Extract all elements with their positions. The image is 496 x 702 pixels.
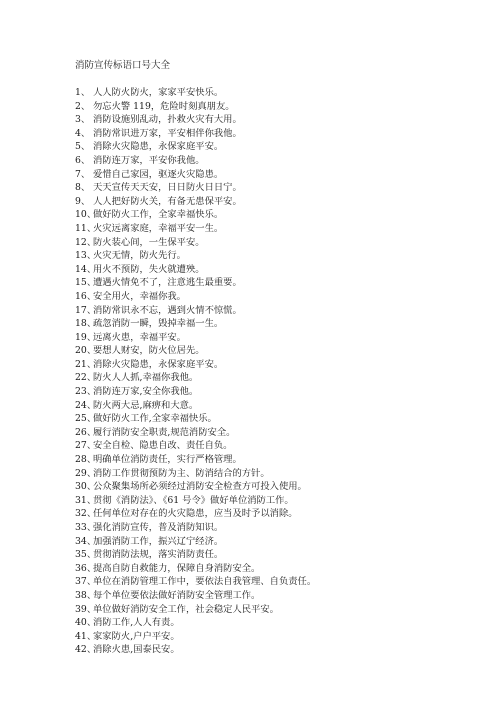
slogan-text: 爱惜自己家园，驱逐火灾隐患。 <box>93 168 224 180</box>
slogan-item <box>75 317 316 331</box>
slogan-number: 11、 <box>75 222 97 234</box>
slogan-number: 1、 <box>75 87 91 98</box>
slogan-number: 10、 <box>75 209 97 221</box>
slogan-number: 15、 <box>75 277 97 289</box>
slogan-item <box>75 616 316 630</box>
slogan-item <box>75 467 316 481</box>
slogan-item <box>75 100 316 114</box>
slogan-text: 用火不预防，失火就遭殃。 <box>93 263 205 275</box>
slogan-item <box>75 113 316 127</box>
slogan-text: 遭遇火情免不了，注意逃生最重要。 <box>93 277 242 289</box>
slogan-number: 16、 <box>75 290 97 302</box>
slogan-item <box>75 181 316 195</box>
slogan-number: 24、 <box>75 399 97 411</box>
slogan-item <box>75 630 316 644</box>
slogan-text: 人人防火防火，家家平安快乐。 <box>93 87 224 98</box>
slogan-text: 强化消防宣传，普及消防知识。 <box>93 522 224 533</box>
slogan-text: 要想人财安，防火位居先。 <box>93 345 205 357</box>
slogan-item <box>75 439 316 453</box>
slogan-text: 贯彻消防法规，落实消防责任。 <box>93 549 224 561</box>
slogan-text: 家家防火,户户平安。 <box>93 630 180 642</box>
slogan-item <box>75 236 316 250</box>
slogan-item <box>75 304 316 318</box>
slogan-item <box>75 371 316 385</box>
slogan-item <box>75 426 316 440</box>
slogan-item <box>75 344 316 358</box>
slogan-number: 30、 <box>75 481 97 493</box>
slogan-item <box>75 168 316 182</box>
slogan-text: 消除火患,国泰民安。 <box>93 644 180 656</box>
slogan-item <box>75 195 316 209</box>
slogan-text: 火灾无情，防火先行。 <box>93 250 186 262</box>
slogan-number: 26、 <box>75 426 97 438</box>
slogan-item <box>75 521 316 535</box>
slogan-number: 37、 <box>75 576 97 588</box>
slogan-item <box>75 276 316 290</box>
slogan-text: 履行消防安全职责,规范消防安全。 <box>93 426 236 438</box>
slogan-item <box>75 331 316 345</box>
slogan-item <box>75 86 316 100</box>
slogan-text: 消防工作,人人有责。 <box>93 617 180 629</box>
slogan-text: 做好防火工作,全家幸福快乐。 <box>93 413 217 425</box>
slogan-number: 12、 <box>75 236 97 248</box>
slogan-text: 天天宣传天天安，日日防火日日宁。 <box>93 182 242 194</box>
slogan-list <box>75 86 316 657</box>
slogan-number: 32、 <box>75 508 97 520</box>
slogan-number: 2、 <box>75 100 91 112</box>
slogan-text: 安全用火，幸福你我。 <box>93 290 186 302</box>
slogan-text: 做好防火工作，全家幸福快乐。 <box>93 209 224 221</box>
slogan-number: 6、 <box>75 154 91 166</box>
slogan-number: 21、 <box>75 358 97 370</box>
slogan-text: 消防连万家，平安你我他。 <box>93 154 205 166</box>
slogan-number: 19、 <box>75 331 97 343</box>
slogan-text: 防火装心间，一生保平安。 <box>93 236 205 248</box>
slogan-text: 安全自检、隐患自改、责任自负。 <box>93 440 233 452</box>
slogan-number: 27、 <box>75 440 97 452</box>
slogan-item <box>75 535 316 549</box>
slogan-text: 加强消防工作，振兴辽宁经济。 <box>93 535 224 547</box>
slogan-number: 25、 <box>75 413 97 425</box>
slogan-number: 35、 <box>75 549 97 561</box>
slogan-text: 火灾远离家庭，幸福平安一生。 <box>93 222 224 234</box>
slogan-item <box>75 249 316 263</box>
slogan-item <box>75 494 316 508</box>
slogan-item <box>75 358 316 372</box>
slogan-item <box>75 643 316 657</box>
slogan-number: 39、 <box>75 603 97 615</box>
slogan-item <box>75 385 316 399</box>
slogan-item <box>75 603 316 617</box>
slogan-number: 41、 <box>75 630 97 642</box>
slogan-number: 33、 <box>75 522 97 533</box>
slogan-text: 远离火患，幸福平安。 <box>93 331 186 343</box>
slogan-text: 消防常识进万家，平安相伴你我他。 <box>93 127 242 139</box>
slogan-text: 任何单位对存在的火灾隐患，应当及时予以消除。 <box>93 508 298 520</box>
slogan-number: 17、 <box>75 304 97 316</box>
slogan-number: 42、 <box>75 644 97 656</box>
slogan-number: 4、 <box>75 127 91 139</box>
slogan-item <box>75 507 316 521</box>
slogan-item <box>75 480 316 494</box>
slogan-text: 消除火灾隐患，永保家庭平安。 <box>93 358 224 370</box>
slogan-text: 明确单位消防责任，实行严格管理。 <box>93 454 242 466</box>
slogan-number: 40、 <box>75 617 97 629</box>
slogan-text: 单位做好消防安全工作，社会稳定人民平安。 <box>93 603 279 615</box>
slogan-item <box>75 453 316 467</box>
slogan-text: 消防设施别乱动，扑救火灾有大用。 <box>93 114 242 126</box>
slogan-text: 贯彻《消防法》、《61 号令》做好单位消防工作。 <box>93 494 294 506</box>
slogan-text: 消防常识永不忘，遇到火情不惊慌。 <box>93 304 242 316</box>
slogan-number: 31、 <box>75 494 97 506</box>
slogan-number: 20、 <box>75 345 97 357</box>
slogan-number: 38、 <box>75 589 97 601</box>
slogan-number: 8、 <box>75 182 91 194</box>
slogan-text: 人人把好防火关，有备无患保平安。 <box>93 195 242 207</box>
slogan-number: 14、 <box>75 263 97 275</box>
slogan-number: 3、 <box>75 114 91 126</box>
slogan-number: 29、 <box>75 467 97 479</box>
slogan-text: 单位在消防管理工作中，要依法自我管理、自负责任。 <box>93 576 317 588</box>
slogan-item <box>75 575 316 589</box>
slogan-text: 防火两大忌,麻痹和大意。 <box>93 399 199 411</box>
slogan-item <box>75 263 316 277</box>
slogan-item <box>75 222 316 236</box>
slogan-text: 公众聚集场所必须经过消防安全检查方可投入使用。 <box>93 481 307 493</box>
slogan-item <box>75 290 316 304</box>
document-title: 消防宣传标语口号大全 <box>75 60 171 71</box>
slogan-item <box>75 562 316 576</box>
slogan-number: 28、 <box>75 454 97 466</box>
slogan-item <box>75 140 316 154</box>
slogan-text: 消防连万家,安全你我他。 <box>93 386 199 398</box>
slogan-item <box>75 127 316 141</box>
slogan-text: 勿忘火警 119，危险时刻真朋友。 <box>93 100 235 112</box>
slogan-number: 34、 <box>75 535 97 547</box>
slogan-item <box>75 208 316 222</box>
slogan-number: 22、 <box>75 372 97 384</box>
slogan-text: 每个单位要依法做好消防安全管理工作。 <box>93 589 261 601</box>
slogan-number: 13、 <box>75 250 97 262</box>
slogan-item <box>75 154 316 168</box>
slogan-number: 36、 <box>75 562 97 574</box>
slogan-number: 9、 <box>75 195 91 207</box>
slogan-text: 疏忽消防一瞬，毁掉幸福一生。 <box>93 318 224 330</box>
slogan-number: 7、 <box>75 168 91 180</box>
slogan-item <box>75 399 316 413</box>
slogan-text: 消除火灾隐患，永保家庭平安。 <box>93 141 224 153</box>
slogan-text: 提高自防自救能力，保障自身消防安全。 <box>93 562 261 574</box>
slogan-text: 消防工作贯彻预防为主、防消结合的方针。 <box>93 467 270 479</box>
slogan-item <box>75 412 316 426</box>
slogan-number: 18、 <box>75 318 97 330</box>
slogan-number: 5、 <box>75 141 91 153</box>
slogan-text: 防火人人抓,幸福你我他。 <box>93 372 199 384</box>
slogan-item <box>75 589 316 603</box>
slogan-number: 23、 <box>75 386 97 398</box>
slogan-item <box>75 548 316 562</box>
